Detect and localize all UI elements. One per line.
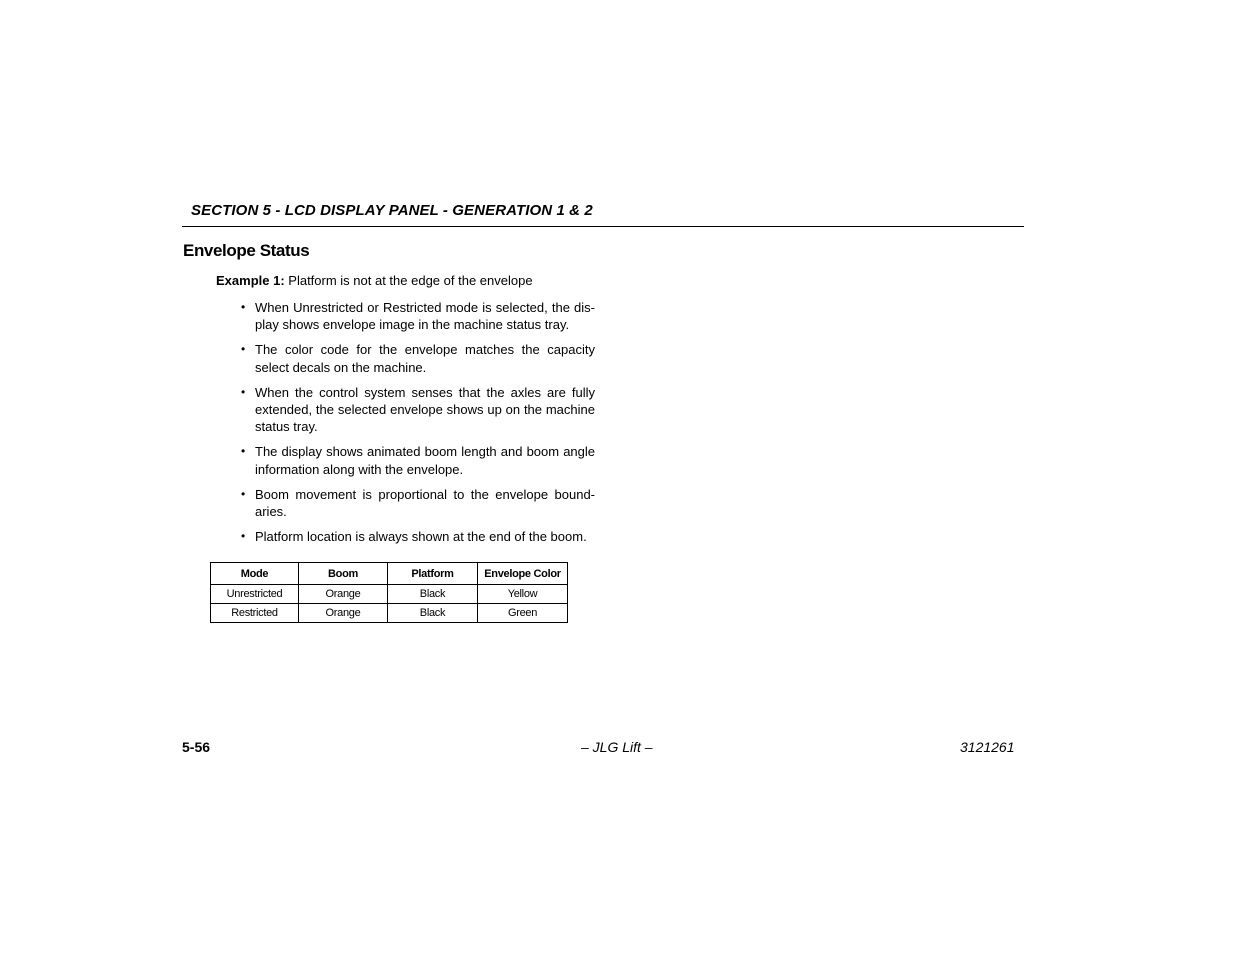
bullet-marker: • xyxy=(241,384,246,399)
footer-brand: – JLG Lift – xyxy=(581,739,653,755)
example-label: Example 1: xyxy=(216,273,285,288)
table-cell: Orange xyxy=(299,604,388,623)
example-text: Platform is not at the edge of the envelope xyxy=(288,273,533,288)
table-cell: Orange xyxy=(299,585,388,604)
table-header-row xyxy=(211,563,568,585)
list-item xyxy=(241,299,595,334)
bullet-marker: • xyxy=(241,444,246,459)
table-header-cell: Platform xyxy=(388,563,478,585)
list-item-text: Platform location is always shown at the end of the boom. xyxy=(255,528,587,544)
list-item-text: The color code for the envelope matches the capacity select decals on the machine. xyxy=(255,342,595,375)
table-cell: Restricted xyxy=(211,604,299,623)
bullet-marker: • xyxy=(241,528,246,543)
header-divider xyxy=(182,226,1024,227)
table-cell: Black xyxy=(388,585,478,604)
table-cell: Unrestricted xyxy=(211,585,299,604)
bullet-marker: • xyxy=(241,342,246,357)
page-title: Envelope Status xyxy=(183,241,310,260)
document-number: 3121261 xyxy=(960,739,1015,755)
table-cell: Black xyxy=(388,604,478,623)
page-number: 5-56 xyxy=(182,739,211,755)
list-item-text: When the control system senses that the axles are fully extended, the selected envelope shows up on the machine status tray. xyxy=(255,384,595,435)
list-item-text: Boom movement is proportional to the envelope bound-aries. xyxy=(255,486,595,520)
envelope-mode-table xyxy=(210,562,568,623)
bullet-list xyxy=(241,299,595,553)
list-item xyxy=(241,443,595,478)
list-item-text: When Unrestricted or Restricted mode is selected, the dis-play shows envelope image in the machine status tray. xyxy=(255,300,595,333)
table-cell: Green xyxy=(478,604,568,623)
table-header-cell: Envelope Color xyxy=(478,563,568,585)
list-item xyxy=(241,528,595,545)
table-row xyxy=(211,604,568,623)
table-row xyxy=(211,585,568,604)
section-header: SECTION 5 - LCD DISPLAY PANEL - GENERATION 1 & 2 xyxy=(191,202,593,219)
table-header-cell: Boom xyxy=(299,563,388,585)
list-item xyxy=(241,384,595,436)
list-item xyxy=(241,486,595,521)
bullet-marker: • xyxy=(241,486,246,501)
table-header-cell: Mode xyxy=(211,563,299,585)
list-item-text: The display shows animated boom length and boom angle information along with the envelope. xyxy=(255,444,595,477)
table-cell: Yellow xyxy=(478,585,568,604)
example-line xyxy=(216,273,533,288)
list-item xyxy=(241,341,595,376)
bullet-marker: • xyxy=(241,300,246,314)
